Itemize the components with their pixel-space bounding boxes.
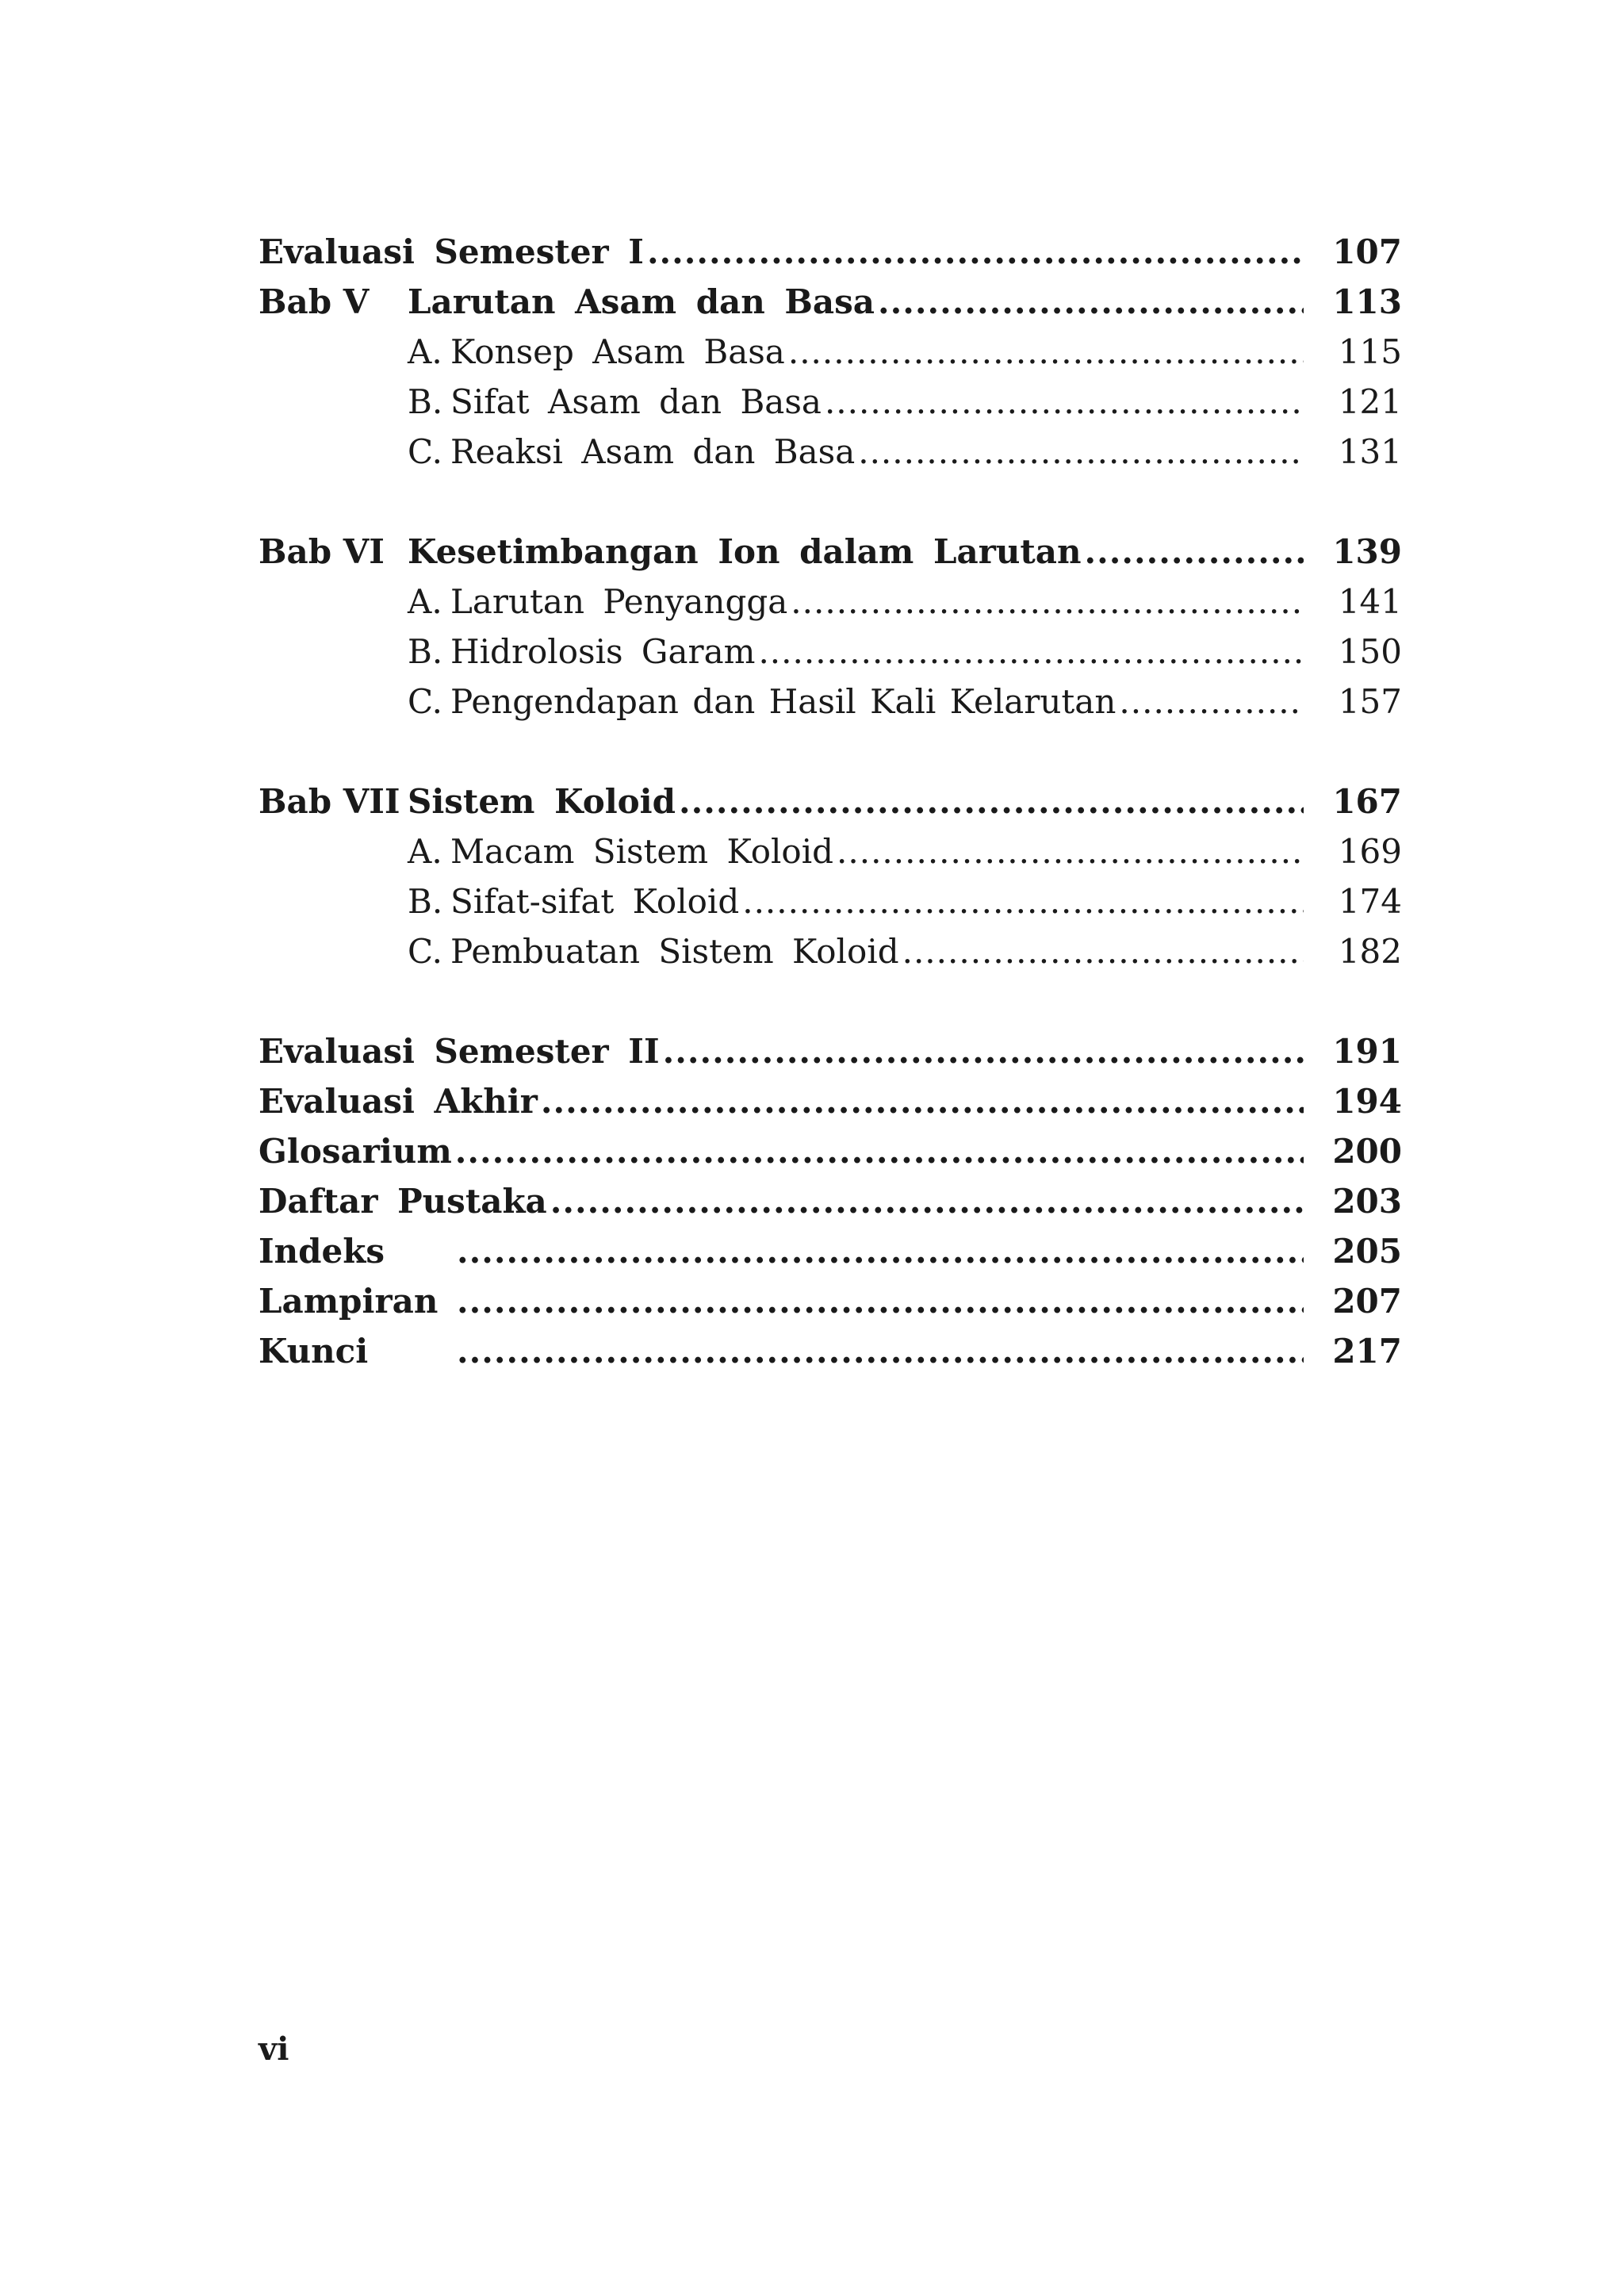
toc-title: Sifat-sifat Koloid bbox=[450, 882, 740, 921]
dot-leader bbox=[788, 327, 1304, 377]
dot-leader bbox=[902, 926, 1304, 976]
toc-title: Pengendapan dan Hasil Kali Kelarutan bbox=[450, 682, 1116, 721]
toc-page-number: 167 bbox=[1332, 782, 1402, 821]
section-letter: C. bbox=[408, 932, 442, 971]
toc-row-kunci bbox=[259, 1326, 1402, 1376]
toc-title: Sifat Asam dan Basa bbox=[450, 382, 822, 421]
toc-row-bab-7-c bbox=[259, 926, 1402, 976]
toc-title: Sistem Koloid bbox=[408, 782, 676, 821]
toc-row-bab-6-c bbox=[259, 677, 1402, 727]
toc-row-bab-7-b bbox=[259, 876, 1402, 926]
toc-row-daftar-pustaka bbox=[259, 1176, 1402, 1226]
toc-row-evaluasi-semester-2 bbox=[259, 1026, 1402, 1076]
toc-page-number: 182 bbox=[1338, 932, 1402, 971]
dot-leader bbox=[457, 1326, 1304, 1376]
dot-leader bbox=[791, 577, 1304, 627]
toc-title: Kesetimbangan Ion dalam Larutan bbox=[408, 532, 1082, 571]
toc-page-number: 115 bbox=[1338, 332, 1402, 371]
toc-title: Reaksi Asam dan Basa bbox=[450, 432, 856, 471]
page-folio: vi bbox=[259, 2030, 289, 2068]
section-letter: C. bbox=[408, 432, 442, 471]
toc-page-number: 107 bbox=[1332, 232, 1402, 271]
dot-leader bbox=[742, 876, 1304, 926]
toc-page-number: 169 bbox=[1338, 832, 1402, 871]
table-of-contents bbox=[259, 227, 1402, 1376]
section-letter: B. bbox=[408, 632, 443, 671]
toc-title: Larutan Penyangga bbox=[450, 582, 788, 621]
toc-page-number: 194 bbox=[1332, 1082, 1402, 1121]
section-letter: A. bbox=[408, 832, 442, 871]
dot-leader bbox=[679, 776, 1304, 826]
section-letter: C. bbox=[408, 682, 442, 721]
section-letter: B. bbox=[408, 882, 443, 921]
dot-leader bbox=[825, 377, 1304, 427]
toc-page-number: 113 bbox=[1332, 282, 1402, 321]
toc-title: Indeks bbox=[259, 1232, 385, 1271]
toc-row-bab-5-c bbox=[259, 427, 1402, 477]
toc-title: Lampiran bbox=[259, 1282, 439, 1321]
toc-title: Evaluasi Akhir bbox=[259, 1082, 538, 1121]
toc-row-bab-7-a bbox=[259, 826, 1402, 876]
dot-leader bbox=[663, 1026, 1304, 1076]
dot-leader bbox=[858, 427, 1304, 477]
toc-row-bab-6-a bbox=[259, 577, 1402, 627]
toc-row-indeks bbox=[259, 1226, 1402, 1276]
toc-title: Glosarium bbox=[259, 1132, 452, 1171]
toc-page-number: 200 bbox=[1332, 1132, 1402, 1171]
toc-title: Evaluasi Semester I bbox=[259, 232, 644, 271]
chapter-label: Bab V bbox=[259, 282, 370, 321]
toc-row-bab-6-b bbox=[259, 627, 1402, 677]
toc-row-evaluasi-semester-1 bbox=[259, 227, 1402, 277]
chapter-label: Bab VII bbox=[259, 782, 400, 821]
toc-title: Macam Sistem Koloid bbox=[450, 832, 834, 871]
dot-leader bbox=[457, 1276, 1304, 1326]
toc-page-number: 139 bbox=[1332, 532, 1402, 571]
dot-leader bbox=[878, 277, 1304, 327]
toc-row-bab-7 bbox=[259, 776, 1402, 826]
section-letter: A. bbox=[408, 582, 442, 621]
toc-title: Konsep Asam Basa bbox=[450, 332, 785, 371]
toc-row-bab-5-b bbox=[259, 377, 1402, 427]
toc-row-lampiran bbox=[259, 1276, 1402, 1326]
toc-title: Daftar Pustaka bbox=[259, 1182, 547, 1221]
toc-row-bab-6 bbox=[259, 527, 1402, 577]
toc-page-number: 203 bbox=[1332, 1182, 1402, 1221]
toc-page-number: 191 bbox=[1332, 1032, 1402, 1071]
toc-page-number: 150 bbox=[1338, 632, 1402, 671]
toc-row-bab-5 bbox=[259, 277, 1402, 327]
dot-leader bbox=[837, 826, 1304, 876]
toc-page-number: 131 bbox=[1338, 432, 1402, 471]
dot-leader bbox=[758, 627, 1304, 677]
toc-page-number: 217 bbox=[1332, 1332, 1402, 1371]
dot-leader bbox=[541, 1076, 1304, 1126]
toc-page-number: 141 bbox=[1338, 582, 1402, 621]
toc-title: Kunci bbox=[259, 1332, 369, 1371]
toc-title: Pembuatan Sistem Koloid bbox=[450, 932, 899, 971]
toc-page-number: 207 bbox=[1332, 1282, 1402, 1321]
dot-leader bbox=[550, 1176, 1304, 1226]
dot-leader bbox=[647, 227, 1304, 277]
toc-page-number: 174 bbox=[1338, 882, 1402, 921]
dot-leader bbox=[455, 1126, 1304, 1176]
toc-page-number: 121 bbox=[1338, 382, 1402, 421]
toc-row-bab-5-a bbox=[259, 327, 1402, 377]
toc-row-evaluasi-akhir bbox=[259, 1076, 1402, 1126]
chapter-label: Bab VI bbox=[259, 532, 385, 571]
dot-leader bbox=[1085, 527, 1304, 577]
dot-leader bbox=[1119, 677, 1304, 727]
toc-page-number: 205 bbox=[1332, 1232, 1402, 1271]
toc-title: Evaluasi Semester II bbox=[259, 1032, 660, 1071]
section-letter: A. bbox=[408, 332, 442, 371]
toc-title: Hidrolosis Garam bbox=[450, 632, 756, 671]
toc-page-number: 157 bbox=[1338, 682, 1402, 721]
dot-leader bbox=[457, 1226, 1304, 1276]
toc-row-glosarium bbox=[259, 1126, 1402, 1176]
section-letter: B. bbox=[408, 382, 443, 421]
toc-title: Larutan Asam dan Basa bbox=[408, 282, 875, 321]
